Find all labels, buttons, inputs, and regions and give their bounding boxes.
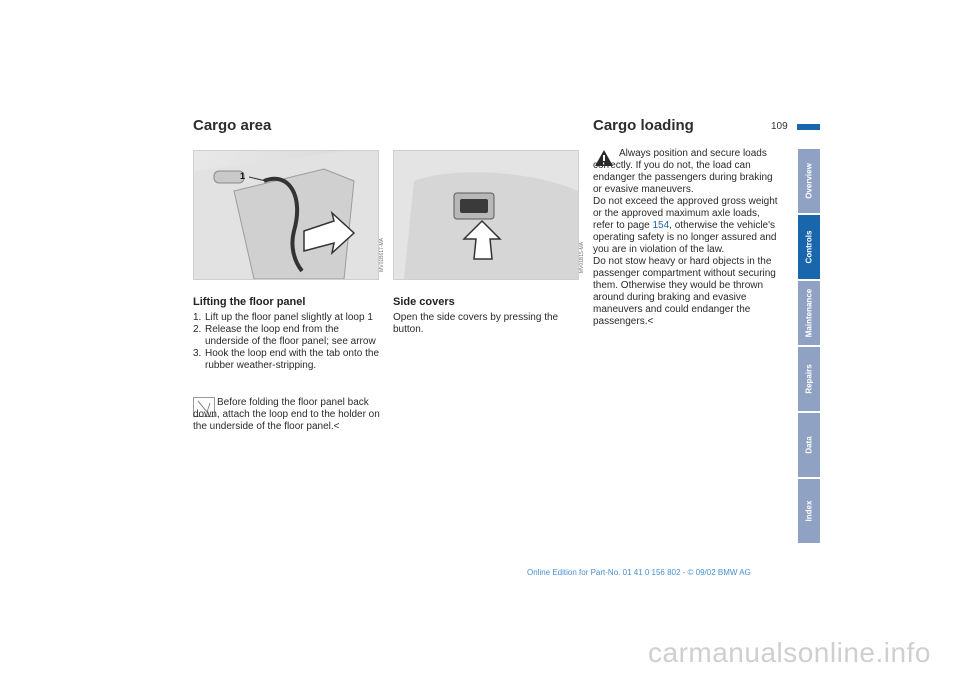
- section-title-cargo-loading: Cargo loading: [593, 117, 694, 134]
- watermark: carmanualsonline.info: [648, 637, 931, 668]
- step-1: 1. Lift up the floor panel slightly at loop 1: [193, 312, 373, 323]
- tab-maintenance[interactable]: Maintenance: [798, 281, 820, 345]
- figure-code-2: MV01B15-MA: [579, 242, 585, 274]
- tab-data[interactable]: Data: [798, 413, 820, 477]
- side-covers-text: Open the side covers by pressing the button.: [393, 312, 559, 335]
- tab-repairs[interactable]: Repairs: [798, 347, 820, 411]
- header-bar: [797, 124, 820, 130]
- section-title-cargo-area: Cargo area: [193, 117, 272, 134]
- figure-code-1: MV01B617-MA: [379, 238, 385, 272]
- figure-callout-1: 1: [240, 171, 246, 181]
- page-number: 109: [771, 121, 788, 132]
- end-mark: <: [333, 421, 340, 432]
- chapter-tabs: [798, 149, 820, 545]
- figure-side-covers: [393, 150, 579, 280]
- end-mark: <: [647, 316, 654, 327]
- tab-controls[interactable]: Controls: [798, 215, 820, 279]
- floor-panel-illustration: [194, 151, 378, 279]
- figure-floor-panel: [193, 150, 379, 280]
- cargo-loading-warning: Always position and secure loads correctly. If you do not, the load can endanger the passengers during braking or evasive maneuvers. Do not exceed the approved gross weight or the approved maximum axle loads, refer to page 154, otherwise the vehicle's operating safety is no longer assured and you are in violation of the law. Do not stow heavy or hard objects in the passenger compartment without securing them. Otherwise they would be thrown around during braking and evasive maneuvers and could endanger the passengers.<: [593, 148, 778, 327]
- heading-lifting-floor-panel: Lifting the floor panel: [193, 296, 306, 308]
- step-3: 3. Hook the loop end with the tab onto the rubber weather-stripping.: [193, 348, 380, 371]
- floor-panel-note: Before folding the floor panel back down, attach the loop end to the holder on the underside of the floor panel.<: [193, 397, 380, 432]
- tab-index[interactable]: Index: [798, 479, 820, 543]
- footer-edition: Online Edition for Part-No. 01 41 0 156 802 - © 09/02 BMW AG: [527, 568, 751, 577]
- heading-side-covers: Side covers: [393, 296, 455, 308]
- tab-overview[interactable]: Overview: [798, 149, 820, 213]
- page-link-154[interactable]: 154: [652, 220, 670, 231]
- step-2: 2. Release the loop end from the underside of the floor panel; see arrow: [193, 324, 376, 347]
- floor-panel-steps: [193, 312, 383, 372]
- side-covers-illustration: [394, 151, 578, 279]
